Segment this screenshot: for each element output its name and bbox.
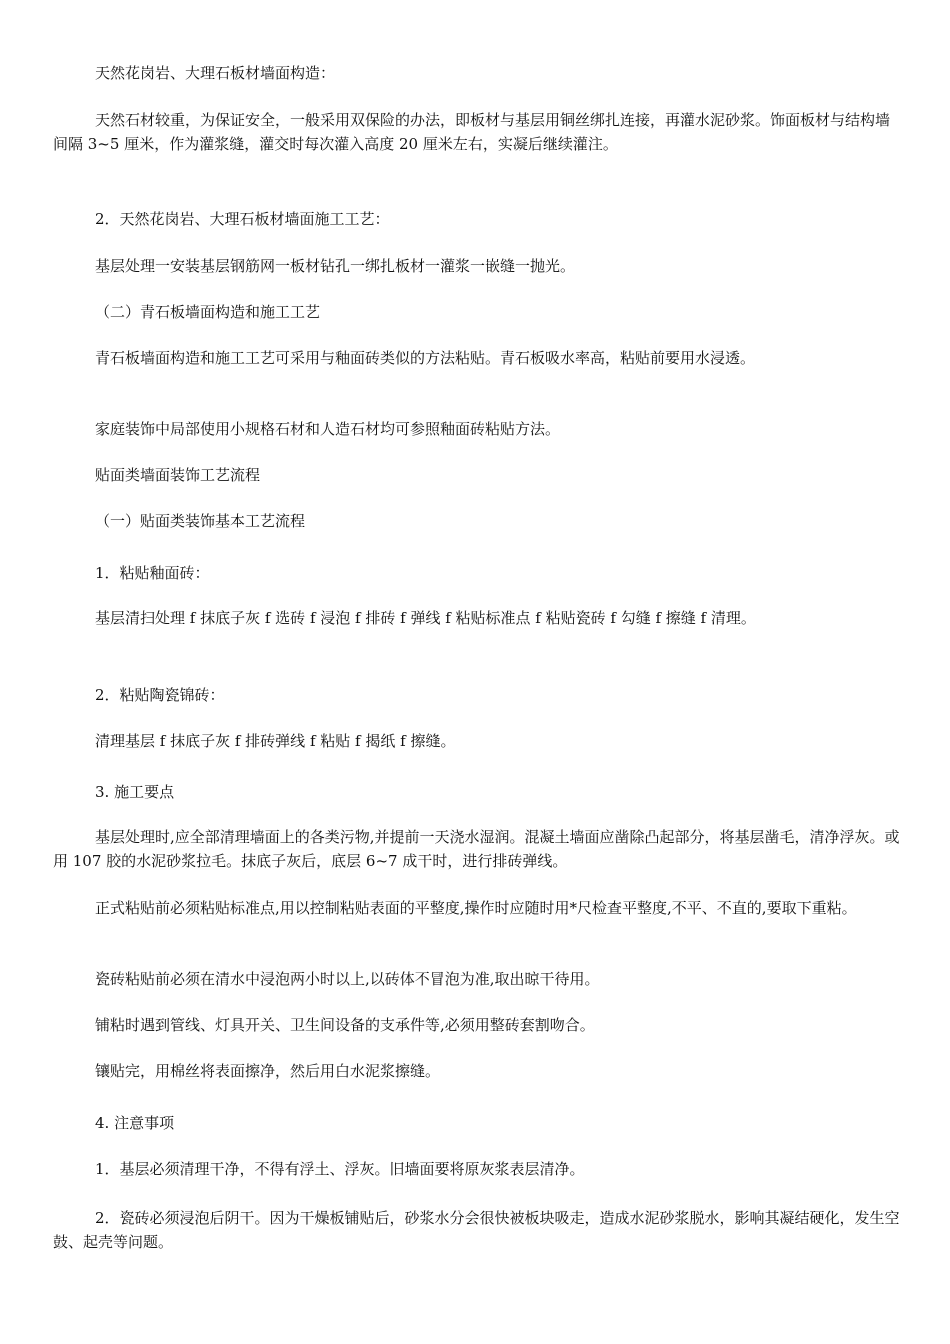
section-heading: 3. 施工要点 — [95, 783, 175, 801]
paragraph: 基层处理时,应全部清理墙面上的各类污物,并提前一天浇水湿润。混凝土墙面应凿除凸起部分，将基层凿毛，清净浮灰。或用 107 胶的水泥砂浆拉毛。抹底子灰后，底层 6~7 成干时，进行排砖弹线。 — [53, 828, 900, 870]
paragraph: 家庭装饰中局部使用小规格石材和人造石材均可参照釉面砖粘贴方法。 — [95, 420, 561, 438]
paragraph: 基层处理一安装基层钢筋网一板材钻孔一绑扎板材一灌浆一嵌缝一抛光。 — [95, 257, 576, 275]
paragraph: 基层清扫处理 f 抹底子灰 f 选砖 f 浸泡 f 排砖 f 弹线 f 粘贴标准点 f 粘贴瓷砖 f 勾缝 f 擦缝 f 清理。 — [95, 609, 756, 627]
paragraph: 天然石材较重，为保证安全，一般采用双保险的办法，即板材与基层用铜丝绑扎连接，再灌水泥砂浆。饰面板材与结构墙间隔 3~5 厘米，作为灌浆缝，灌交时每次灌入高度 20 厘米左右，实凝后继续灌注。 — [53, 111, 891, 153]
section-heading: （二）青石板墙面构造和施工工艺 — [95, 303, 321, 321]
section-heading: 贴面类墙面装饰工艺流程 — [95, 466, 261, 484]
paragraph: 2．瓷砖必须浸泡后阴干。因为干燥板铺贴后，砂浆水分会很快被板块吸走，造成水泥砂浆脱水，影响其凝结硬化，发生空鼓、起壳等问题。 — [53, 1209, 900, 1251]
paragraph: 镶贴完，用棉丝将表面擦净，然后用白水泥浆擦缝。 — [95, 1062, 441, 1080]
paragraph: 清理基层 f 抹底子灰 f 排砖弹线 f 粘贴 f 揭纸 f 擦缝。 — [95, 732, 456, 750]
section-heading: 4. 注意事项 — [95, 1114, 175, 1132]
paragraph: 1．基层必须清理干净，不得有浮土、浮灰。旧墙面要将原灰浆表层清净。 — [95, 1160, 585, 1178]
paragraph: 2．粘贴陶瓷锦砖： — [95, 686, 225, 704]
paragraph: 铺粘时遇到管线、灯具开关、卫生间设备的支承件等,必须用整砖套割吻合。 — [95, 1016, 595, 1034]
section-heading: （一）贴面类装饰基本工艺流程 — [95, 512, 306, 530]
paragraph: 1．粘贴釉面砖： — [95, 564, 210, 582]
paragraph: 瓷砖粘贴前必须在清水中浸泡两小时以上,以砖体不冒泡为准,取出晾干待用。 — [95, 970, 600, 988]
paragraph: 天然花岗岩、大理石板材墙面构造： — [95, 64, 336, 82]
paragraph: 2．天然花岗岩、大理石板材墙面施工工艺： — [95, 210, 390, 228]
paragraph: 青石板墙面构造和施工工艺可采用与釉面砖类似的方法粘贴。青石板吸水率高，粘贴前要用水浸透。 — [95, 349, 756, 367]
paragraph: 正式粘贴前必须粘贴标准点,用以控制粘贴表面的平整度,操作时应随时用*尺检查平整度,不平、不直的,要取下重粘。 — [95, 899, 857, 917]
